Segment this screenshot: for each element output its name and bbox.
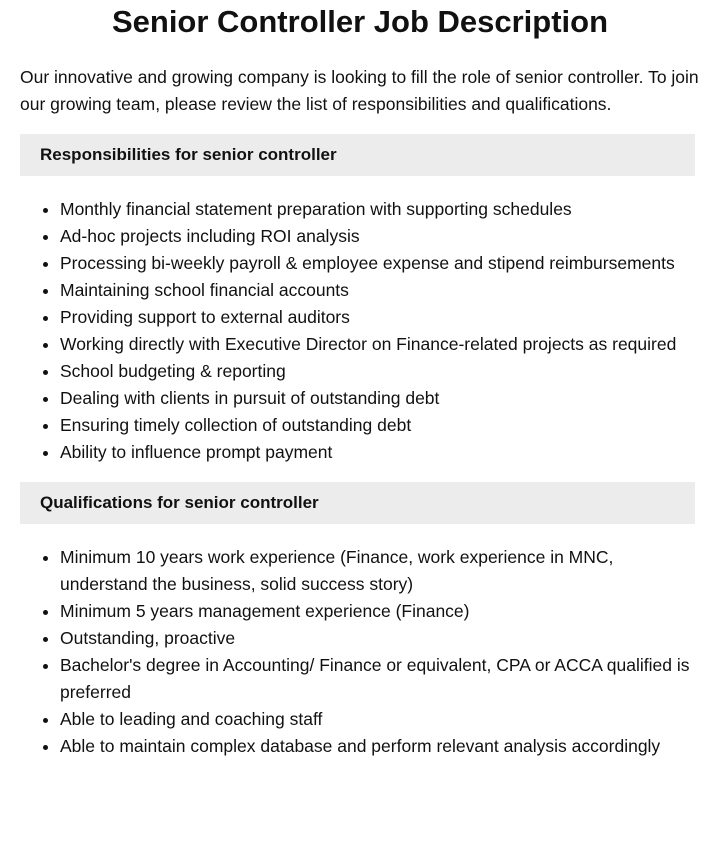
list-item: • Monthly financial statement preparation with supporting schedules: [60, 196, 700, 223]
list-item: • Ability to influence prompt payment: [60, 439, 700, 466]
list-item: • Outstanding, proactive: [60, 625, 700, 652]
list-item: • Able to leading and coaching staff: [60, 706, 700, 733]
list-item: • Processing bi-weekly payroll & employee expense and stipend reimbursements: [60, 250, 700, 277]
list-item: • Minimum 5 years management experience (Finance): [60, 598, 700, 625]
intro-text: Our innovative and growing company is looking to fill the role of senior controller. To join our growing team, please review the list of responsibilities and qualifications.: [20, 67, 699, 114]
responsibilities-list: [20, 196, 700, 466]
list-item: • Able to maintain complex database and perform relevant analysis accordingly: [60, 733, 700, 760]
page-title: Senior Controller Job Description: [111, 4, 609, 39]
list-item: • Providing support to external auditors: [60, 304, 700, 331]
list-item: • Dealing with clients in pursuit of outstanding debt: [60, 385, 700, 412]
qualifications-heading: Qualifications for senior controller: [20, 482, 695, 524]
list-item: • Working directly with Executive Director on Finance-related projects as required: [60, 331, 700, 358]
qualifications-list: [20, 544, 700, 760]
list-item: • Bachelor's degree in Accounting/ Finance or equivalent, CPA or ACCA qualified is preferred: [60, 652, 700, 706]
list-item: • Ad-hoc projects including ROI analysis: [60, 223, 700, 250]
list-item: • Ensuring timely collection of outstanding debt: [60, 412, 700, 439]
responsibilities-heading: Responsibilities for senior controller: [20, 134, 695, 176]
list-item: • School budgeting & reporting: [60, 358, 700, 385]
list-item: • Minimum 10 years work experience (Finance, work experience in MNC, understand the business, solid success story): [60, 544, 700, 598]
list-item: • Maintaining school financial accounts: [60, 277, 700, 304]
